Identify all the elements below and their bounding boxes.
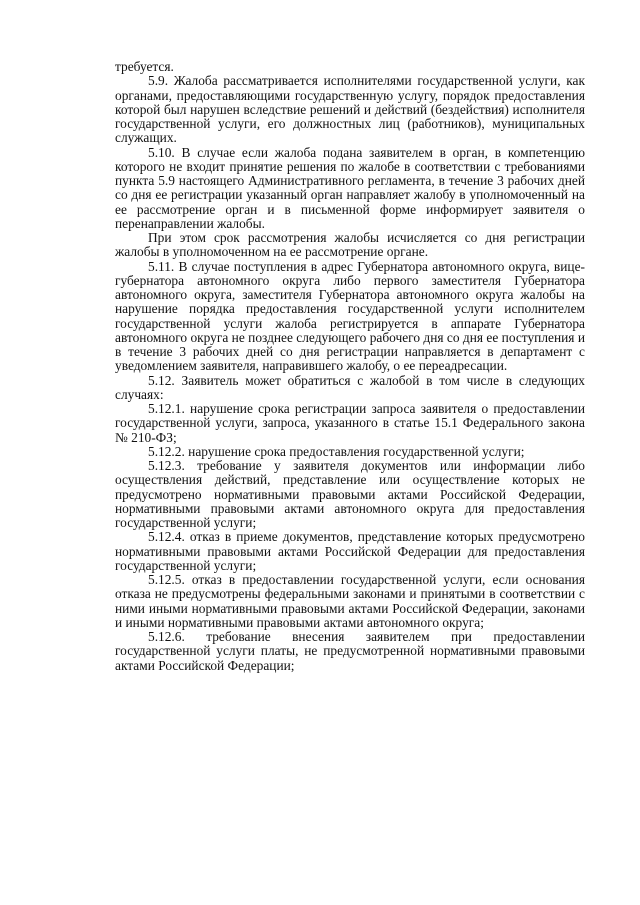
paragraph-5-12-5: 5.12.5. отказ в предоставлении государственной услуги, если основания отказа не предусмотрены федеральными законами и принятыми в соответствии с ними иными нормативными правовыми актами Российской Федерации, законами и иными нормативными правовыми актами автономного округа; <box>115 572 585 630</box>
paragraph-5-10: 5.10. В случае если жалоба подана заявителем в орган, в компетенцию которого не входит принятие решения по жалобе в соответствии с требованиями пункта 5.9 настоящего Административного регламента, в течение 3 рабочих дней со дня ее регистрации указанный орган направляет жалобу в уполномоченный на ее рассмотрение орган и в письменной форме информирует заявителя о перенаправлении жалобы. <box>115 144 585 231</box>
paragraph-5-11: 5.11. В случае поступления в адрес Губернатора автономного округа, вице-губернатора автономного округа либо первого заместителя Губернатора автономного округа, заместителя Губернатора автономного округа жалобы на нарушение порядка предоставления государственной услуги исполнителем государственной услуги жалоба регистрируется в аппарате Губернатора автономного округа не позднее следующего рабочего дня со дня ее поступления и в течение 3 рабочих дней со дня регистрации направляется в департамент с уведомлением заявителя, направившего жалобу, о ее переадресации. <box>115 258 585 374</box>
paragraph-continuation: требуется. <box>115 59 174 74</box>
paragraph-5-12: 5.12. Заявитель может обратиться с жалобой в том числе в следующих случаях: <box>115 372 585 402</box>
paragraph-5-12-6: 5.12.6. требование внесения заявителем при предоставлении государственной услуги платы, не предусмотренной нормативными правовыми актами Российской Федерации; <box>115 629 585 673</box>
paragraph-5-12-1: 5.12.1. нарушение срока регистрации запроса заявителя о предоставлении государственной услуги, запроса, указанного в статье 15.1 Федерального закона № 210-ФЗ; <box>115 401 585 445</box>
paragraph-5-12-3: 5.12.3. требование у заявителя документов или информации либо осуществления действий, представление или осуществление которых не предусмотрено нормативными правовыми актами Российской Федерации, нормативными правовыми актами автономного округа для предоставления государственной услуги; <box>115 458 585 530</box>
paragraph-review-period: При этом срок рассмотрения жалобы исчисляется со дня регистрации жалобы в уполномоченном на ее рассмотрение органе. <box>115 230 585 260</box>
paragraph-5-12-2: 5.12.2. нарушение срока предоставления государственной услуги; <box>148 443 525 459</box>
paragraph-5-9: 5.9. Жалоба рассматривается исполнителями государственной услуги, как органами, предоставляющими государственную услугу, порядок предоставления которой был нарушен вследствие решений и действий (бездействия) исполнителя государственной услуги, его должностных лиц (работников), муниципальных служащих. <box>115 73 585 146</box>
paragraph-5-12-4: 5.12.4. отказ в приеме документов, представление которых предусмотрено нормативными правовыми актами Российской Федерации для предоставления государственной услуги; <box>115 529 585 573</box>
document-body <box>115 60 585 673</box>
